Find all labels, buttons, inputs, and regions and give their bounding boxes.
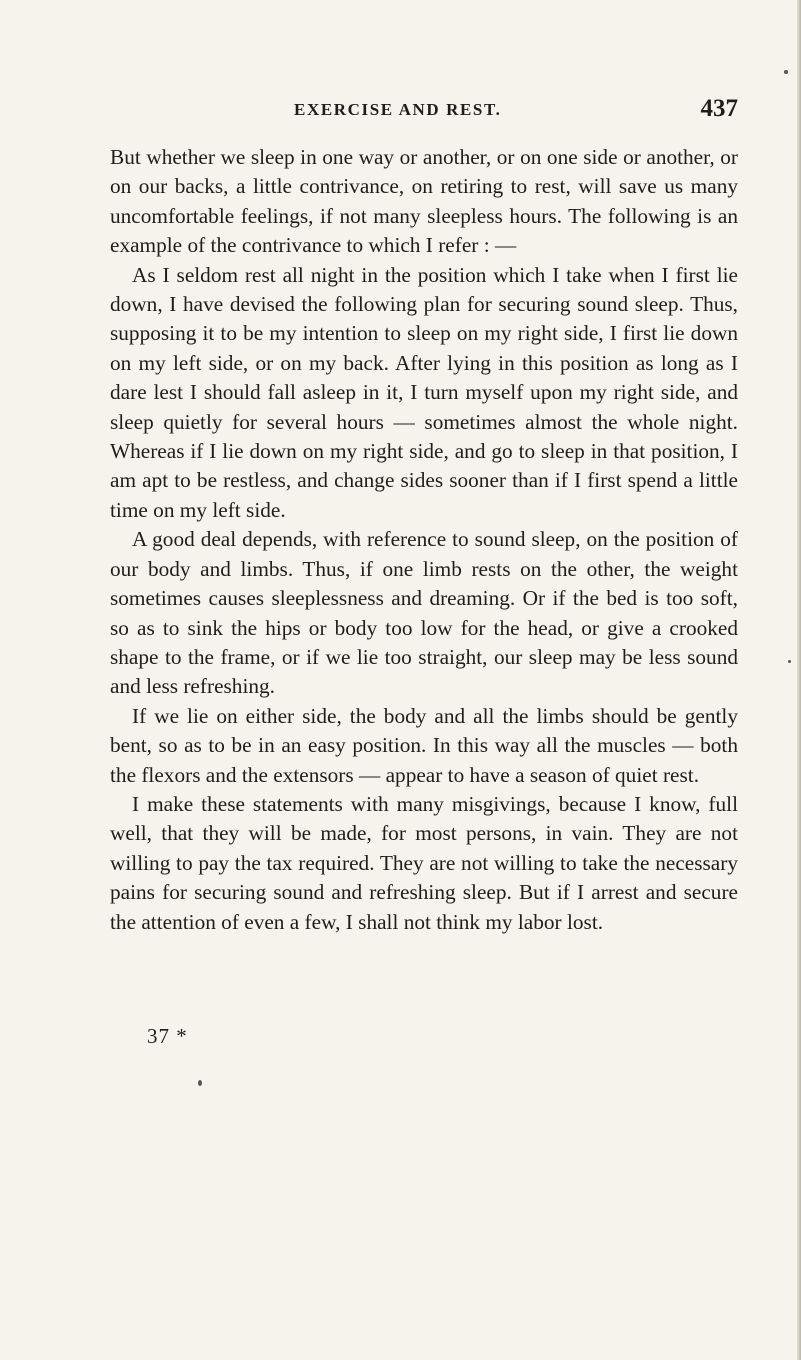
page-edge-shadow xyxy=(797,0,801,1360)
paragraph-4: If we lie on either side, the body and all the limbs should be gently bent, so as to be in an easy position. In this way all the muscles — both the flexors and the extensors — appear to have a season of quiet rest. xyxy=(110,703,738,787)
ink-speck xyxy=(198,1080,202,1086)
page-number: 437 xyxy=(700,95,738,122)
body-text xyxy=(110,143,738,937)
ink-speck xyxy=(784,70,788,74)
paragraph-5: I make these statements with many misgivings, because I know, full well, that they will be made, for most persons, in vain. They are not willing to pay the tax required. They are not willing to take the necessary pains for securing sound and refreshing sleep. But if I arrest and secure the attention of even a few, I shall not think my labor lost. xyxy=(110,791,738,934)
signature-mark: 37 * xyxy=(147,1024,188,1048)
page-header xyxy=(110,96,738,126)
paragraph-2: As I seldom rest all night in the position which I take when I first lie down, I have devised the following plan for securing sound sleep. Thus, supposing it to be my intention to sleep on my right side, I first lie down on my left side, or on my back. After lying in this position as long as I dare lest I should fall asleep in it, I turn myself upon my right side, and sleep quietly for several hours — sometimes almost the whole night. Whereas if I lie down on my right side, and go to sleep in that position, I am apt to be restless, and change sides sooner than if I first spend a little time on my left side. xyxy=(110,262,738,522)
running-head: EXERCISE AND REST. xyxy=(294,100,502,119)
ink-speck xyxy=(788,660,791,663)
paragraph-3: A good deal depends, with reference to sound sleep, on the position of our body and limbs. Thus, if one limb rests on the other, the weight sometimes causes sleeplessness and dreaming. Or if the bed is too soft, so as to sink the hips or body too low for the head, or give a crooked shape to the frame, or if we lie too straight, our sleep may be less sound and less refreshing. xyxy=(110,527,738,699)
paragraph-1: But whether we sleep in one way or another, or on one side or another, or on our backs, a little contrivance, on retiring to rest, will save us many uncomfortable feelings, if not many sleepless hours. The following is an example of the contrivance to which I refer : — xyxy=(110,145,738,258)
